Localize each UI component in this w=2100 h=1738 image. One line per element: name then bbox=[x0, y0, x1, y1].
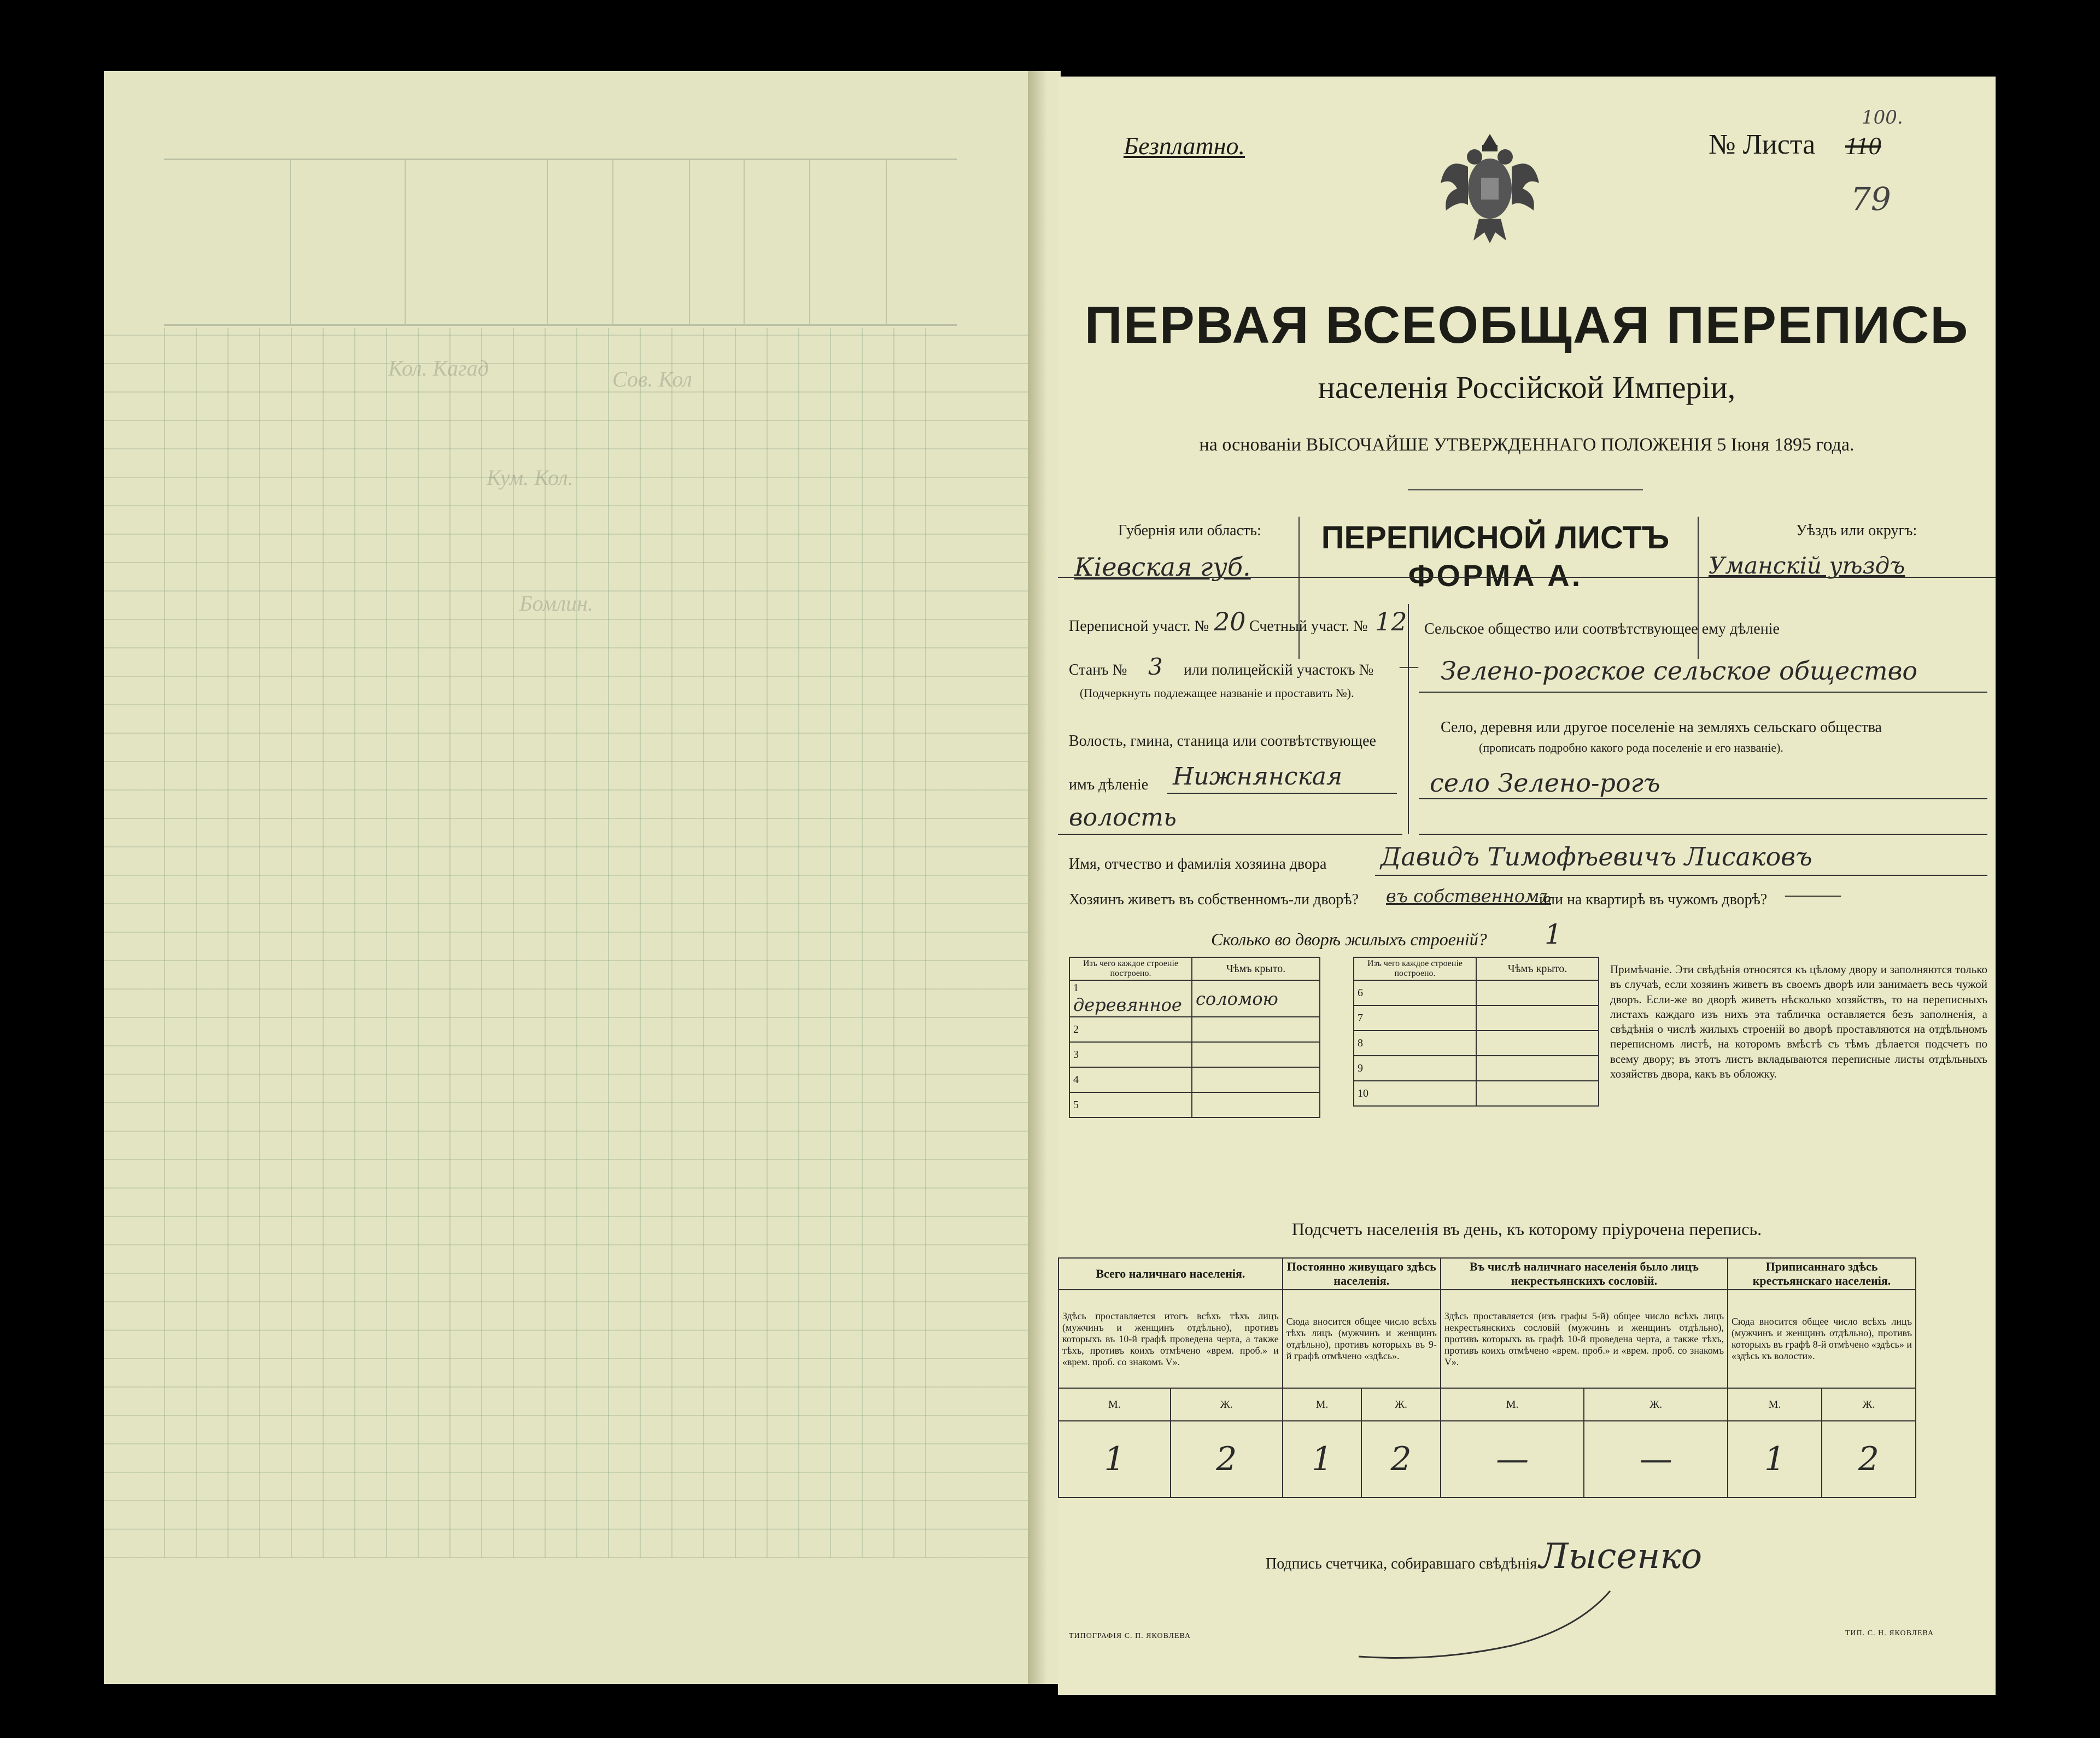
ornament-divider bbox=[1408, 489, 1643, 490]
book-spine bbox=[1028, 71, 1061, 1684]
census-area-value: 20 bbox=[1214, 607, 1246, 636]
summary-desc-total: Здѣсь проставляется итогъ всѣхъ тѣхъ лицъ (мужчинъ и женщинъ отдѣльно), противъ которыхъ въ 10-й графѣ проведена черта, а также тѣхъ, противъ коихъ отмѣчено «врем. проб.» и «врем. проб. со знакомъ V». bbox=[1058, 1290, 1283, 1388]
census-form-page bbox=[1058, 77, 1996, 1695]
summary-head-permanent: Постоянно живущаго здѣсь населенія. bbox=[1283, 1258, 1441, 1290]
summary-title: Подсчетъ населенія въ день, къ которому пріурочена перепись. bbox=[1291, 1219, 1762, 1239]
building-row-5: 5 bbox=[1069, 1092, 1192, 1117]
building-row-6: 6 bbox=[1354, 980, 1476, 1005]
buildings-table-left: Изъ чего каждое строеніе построено. Чѣмъ крыто. 1 деревянное соломою 2 3 4 5 bbox=[1069, 957, 1320, 1118]
left-page: Кол. Кагад Сов. Кол Кум. Кол. Бомлин. bbox=[104, 71, 1028, 1684]
total-female: 2 bbox=[1171, 1421, 1283, 1497]
imperial-eagle-emblem bbox=[1435, 123, 1545, 249]
summary-head-nonpeasant: Въ числѣ наличнаго населенія было лицъ некрестьянскихъ сословій. bbox=[1441, 1258, 1728, 1290]
sheet-number-label: № Листа bbox=[1709, 129, 1816, 160]
left-page-header-grid bbox=[164, 159, 957, 326]
village-value: село Зелено-рогъ bbox=[1430, 768, 1660, 798]
free-label: Безплатно. bbox=[1124, 132, 1245, 160]
form-name-line2: ФОРМА А. bbox=[1408, 558, 1583, 593]
building-row-3: 3 bbox=[1069, 1042, 1192, 1067]
county-label: Уѣздъ или округъ: bbox=[1796, 522, 1917, 539]
village-note: (прописать подробно какого рода поселеніе и его названіе). bbox=[1479, 741, 1783, 754]
building-row-7: 7 bbox=[1354, 1005, 1476, 1031]
m-label: М. bbox=[1058, 1388, 1171, 1421]
owner-value: Давидъ Тимофѣевичъ Лисаковъ bbox=[1380, 842, 1812, 871]
building-row-10: 10 bbox=[1354, 1081, 1476, 1106]
volost-value-1: Нижнянская bbox=[1173, 763, 1343, 791]
m-label: М. bbox=[1728, 1388, 1822, 1421]
community-value: Зелено-рогское сельское общество bbox=[1441, 656, 1918, 686]
province-label: Губернія или область: bbox=[1118, 522, 1261, 539]
census-area-label: Переписной участ. № bbox=[1069, 618, 1209, 635]
signature-label: Подпись счетчика, собиравшаго свѣдѣнія bbox=[1266, 1555, 1537, 1572]
stan-value: 3 bbox=[1148, 653, 1163, 680]
permanent-male: 1 bbox=[1283, 1421, 1362, 1497]
summary-head-total: Всего наличнаго населенія. bbox=[1058, 1258, 1283, 1290]
police-value: — bbox=[1400, 656, 1418, 676]
registered-male: 1 bbox=[1728, 1421, 1822, 1497]
stan-note: (Подчеркнуть подлежащее названіе и проставить №). bbox=[1080, 686, 1354, 700]
building-row-8: 8 bbox=[1354, 1031, 1476, 1056]
lives-alt-value: ——— bbox=[1785, 885, 1841, 905]
buildings-note: Примѣчаніе. Эти свѣдѣнія относятся къ цѣлому двору и заполняются только въ случаѣ, если хозяинъ живетъ въ своемъ дворѣ или занимаетъ весь чужой дворъ. Если-же во дворѣ живетъ нѣсколько хозяйствъ, то на переписныхъ листахъ каждаго изъ нихъ эта табличка оставляется безъ заполненія, а свѣдѣнія о числѣ жилыхъ строеній во дворѣ проставляются на отдѣльномъ переписномъ листѣ, на которомъ вмѣстѣ съ тѣмъ дѣлается подсчетъ по всему двору; въ этотъ листъ вкладываются переписные листы отдѣльныхъ хозяйствъ двора, какъ въ обложку. bbox=[1610, 963, 1987, 1081]
sheet-number-pencil-bottom: 79 bbox=[1851, 180, 1891, 218]
sheet-number-pencil-top: 100. bbox=[1862, 107, 1903, 128]
building-row-9: 9 bbox=[1354, 1056, 1476, 1081]
population-summary-table bbox=[1058, 1257, 1916, 1498]
registered-female: 2 bbox=[1822, 1421, 1916, 1497]
fields-divider bbox=[1408, 604, 1409, 834]
form-header-rule bbox=[1058, 577, 1996, 578]
lives-alt-label: или на квартирѣ въ чужомъ дворѣ? bbox=[1539, 891, 1768, 908]
census-basis: на основаніи ВЫСОЧАЙШЕ УТВЕРЖДЕННАГО ПОЛОЖЕНІЯ 5 Іюня 1895 года. bbox=[1199, 435, 1855, 455]
buildings-value: 1 bbox=[1545, 918, 1562, 950]
owner-label: Имя, отчество и фамилія хозяина двора bbox=[1069, 856, 1327, 873]
f-label: Ж. bbox=[1361, 1388, 1441, 1421]
sheet-number-struck: 110 bbox=[1845, 132, 1881, 160]
summary-head-registered: Приписаннаго здѣсь крестьянскаго населенія. bbox=[1728, 1258, 1916, 1290]
summary-desc-permanent: Сюда вносится общее число всѣхъ тѣхъ лицъ (мужчинъ и женщинъ отдѣльно), противъ которыхъ въ 9-й графѣ отмѣчено «здѣсь». bbox=[1283, 1290, 1441, 1388]
summary-desc-registered: Сюда вносится общее число всѣхъ лицъ (мужчинъ и женщинъ отдѣльно), противъ которыхъ въ графѣ 8-й отмѣчено «здѣсь» и «здѣсь къ волости». bbox=[1728, 1290, 1916, 1388]
building-1-material: деревянное bbox=[1073, 994, 1182, 1015]
form-name-line1: ПЕРЕПИСНОЙ ЛИСТЪ bbox=[1321, 520, 1670, 555]
f-label: Ж. bbox=[1822, 1388, 1916, 1421]
count-area-label: Счетный участ. № bbox=[1249, 618, 1368, 635]
lives-label: Хозяинъ живетъ въ собственномъ-ли дворѣ? bbox=[1069, 891, 1359, 908]
building-row-2: 2 bbox=[1069, 1017, 1192, 1042]
police-label: или полицейскій участокъ № bbox=[1184, 662, 1374, 678]
building-1-roof: соломою bbox=[1192, 980, 1320, 1017]
printer-left: ТИПОГРАФІЯ С. П. ЯКОВЛЕВА bbox=[1069, 1632, 1191, 1640]
f-label: Ж. bbox=[1584, 1388, 1728, 1421]
census-subtitle: населенія Россійской Имперіи, bbox=[1318, 370, 1736, 405]
permanent-female: 2 bbox=[1361, 1421, 1441, 1497]
lives-value: въ собственномъ bbox=[1386, 886, 1551, 906]
m-label: М. bbox=[1441, 1388, 1584, 1421]
buildings-col-material: Изъ чего каждое строеніе построено. bbox=[1069, 957, 1192, 980]
stan-label: Станъ № bbox=[1069, 662, 1127, 678]
buildings-label: Сколько во дворѣ жилыхъ строеній? bbox=[1211, 929, 1487, 949]
count-area-value: 12 bbox=[1375, 607, 1407, 636]
nonpeasant-male: — bbox=[1441, 1421, 1584, 1497]
county-value: Уманскій уѣздъ bbox=[1709, 552, 1905, 579]
community-label: Сельское общество или соотвѣтствующее ему дѣленіе bbox=[1424, 621, 1780, 637]
m-label: М. bbox=[1283, 1388, 1362, 1421]
summary-desc-nonpeasant: Здѣсь проставляется (изъ графы 5-й) общее число всѣхъ лицъ некрестьянскихъ сословій (мужчинъ и женщинъ отдѣльно), противъ которыхъ въ графѣ 10-й проведена черта, а также тѣхъ, противъ коихъ отмѣчено «врем. проб.» и «врем. проб. со знакомъ V». bbox=[1441, 1290, 1728, 1388]
buildings-col-roof: Чѣмъ крыто. bbox=[1192, 957, 1320, 980]
building-row-4: 4 bbox=[1069, 1067, 1192, 1092]
printer-right: ТИП. С. Н. ЯКОВЛЕВА bbox=[1845, 1629, 1934, 1637]
census-main-title: ПЕРВАЯ ВСЕОБЩАЯ ПЕРЕПИСЬ bbox=[1084, 296, 1969, 354]
f-label: Ж. bbox=[1171, 1388, 1283, 1421]
volost-label-2: имъ дѣленіе bbox=[1069, 776, 1149, 793]
enumerator-signature: Лысенко bbox=[1539, 1536, 1703, 1577]
nonpeasant-female: — bbox=[1584, 1421, 1728, 1497]
buildings-table-right: Изъ чего каждое строеніе построено. Чѣмъ крыто. 6 7 8 9 10 bbox=[1353, 957, 1599, 1107]
signature-flourish bbox=[1348, 1585, 1621, 1673]
total-male: 1 bbox=[1058, 1421, 1171, 1497]
province-value: Кіевская губ. bbox=[1074, 552, 1251, 582]
volost-value-2: волость bbox=[1069, 804, 1177, 832]
village-label: Село, деревня или другое поселеніе на земляхъ сельскаго общества bbox=[1441, 719, 1882, 736]
volost-label-1: Волость, гмина, станица или соотвѣтствующее bbox=[1069, 733, 1376, 750]
